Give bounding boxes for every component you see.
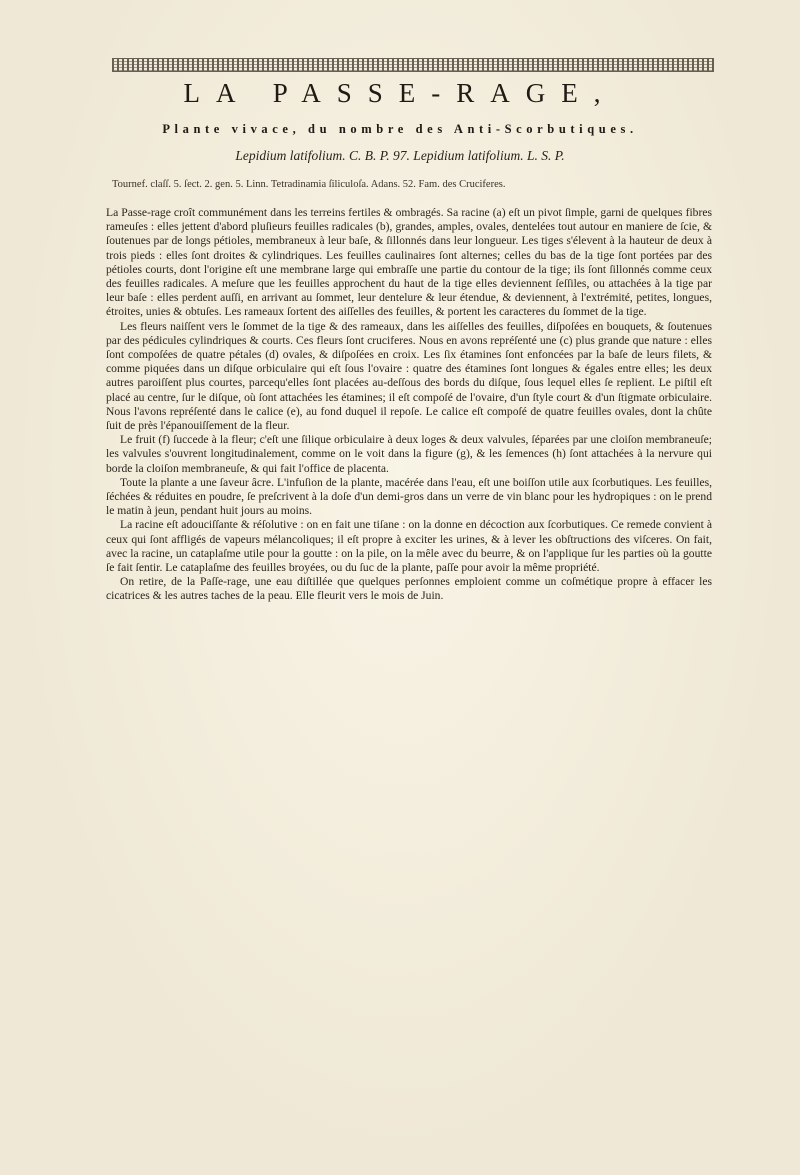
paragraph: Le fruit (f) ſuccede à la fleur; c'eſt une ſilique orbiculaire à deux loges & deux valvules, ſéparées par une cloiſon membraneuſe; les valvules s'ouvrent longitudinalement, comme on le voit dans la figure (g), & les ſemences (h) ſont attachées à la nervure qui borde la cloiſon membraneuſe, & qui fait l'office de placenta. [106,433,712,475]
page-title: LA PASSE-RAGE, [183,78,617,108]
paragraph: La Passe-rage croît communément dans les terreins fertiles & ombragés. Sa racine (a) eſt un pivot ſimple, garni de quelques fibres rameuſes : elles jettent d'abord pluſieurs feuilles radicales (b), grandes, amples, ovales, dentelées tout autour en maniere de ſcie, & ſoutenues par de longs pétioles, membraneux à leur baſe, & ſillonnés dans leur longueur. Les tiges s'élevent à la hauteur de deux à trois pieds : elles ſont droites & cylindriques. Les feuilles caulinaires ſont alternes; celles du bas de la tige ſont portées par des pétioles courts, dont l'origine eſt une membrane large qui embraſſe une partie du contour de la tige; ils ſont ſillonnés comme ceux des feuilles radicales. A meſure que les feuilles approchent du haut de la tige elles deviennent ſeſſiles, ou attachées à la tige par leur baſe : elles perdent auſſi, en arrivant au ſommet, leur dentelure & leur étendue, & deviennent, à l'extrémité, petites, longues, étroites, unies & obtuſes. Les rameaux ſortent des aiſſelles des feuilles, & portent les caracteres du ſommet de la tige. [106,206,712,319]
body-text [106,206,712,604]
paragraph: Les fleurs naiſſent vers le ſommet de la tige & des rameaux, dans les aiſſelles des feuilles, diſpoſées en bouquets, & ſoutenues par des pédicules cylindriques & courts. Ces fleurs ſont cruciferes. Nous en avons repréſenté une (c) plus grande que nature : elles ſont compoſées de quatre pétales (d) ovales, & diſpoſées en croix. Les ſix étamines ſont enfoncées par la baſe de leurs filets, & comme piquées dans un diſque orbiculaire qui eſt ſous l'ovaire : quatre des étamines ſont longues & égales entre elles; les deux autres paroiſſent plus courtes, parcequ'elles ſont placées au-deſſous des bords du diſque, ſous lequel elles ſe replient. Le piſtil eſt placé au centre, ſur le diſque, où ſont attachées les étamines; il eſt compoſé de l'ovaire, d'un ſtyle court & d'un ſtigmate orbiculaire. Nous l'avons repréſenté dans le calice (e), au fond duquel il repoſe. Le calice eſt compoſé de quatre feuilles ovales, dont la chûte ſuit de près l'épanouiſſement de la fleur. [106,319,712,433]
botanical-synonyms: Lepidium latifolium. C. B. P. 97. Lepidium latifolium. L. S. P. [235,148,565,163]
paragraph: On retire, de la Paſſe-rage, une eau diſtillée que quelques perſonnes emploient comme un coſmétique propre à effacer les cicatrices & les autres taches de la peau. Elle fleurit vers le mois de Juin. [106,575,712,603]
classification-references: Tournef. claſſ. 5. ſect. 2. gen. 5. Linn. Tetradinamia ſiliculoſa. Adans. 52. Fam. des Cruciferes. [112,179,506,190]
paragraph: La racine eſt adouciſſante & réſolutive : on en fait une tiſane : on la donne en décoction aux ſcorbutiques. Ce remede convient à ceux qui ſont affligés de vapeurs mélancoliques; il eſt propre à exciter les urines, & à lever les obſtructions des viſceres. On fait, avec la racine, un cataplaſme utile pour la goutte : on la pile, on la mêle avec du beurre, & on l'applique ſur les parties où la goutte ſe fait ſentir. Le cataplaſme des feuilles broyées, ou du ſuc de la plante, paſſe pour avoir la même propriété. [106,518,712,575]
decorative-header-band [112,58,714,72]
page-subtitle: Plante vivace, du nombre des Anti-Scorbutiques. [162,122,638,136]
paragraph: Toute la plante a une ſaveur âcre. L'infuſion de la plante, macérée dans l'eau, eſt une boiſſon utile aux ſcorbutiques. Les feuilles, ſéchées & réduites en poudre, ſe preſcrivent à la doſe d'un demi-gros dans un verre de vin blanc pour les hydropiques : on le prend le matin à jeun, pendant huit jours au moins. [106,475,712,518]
